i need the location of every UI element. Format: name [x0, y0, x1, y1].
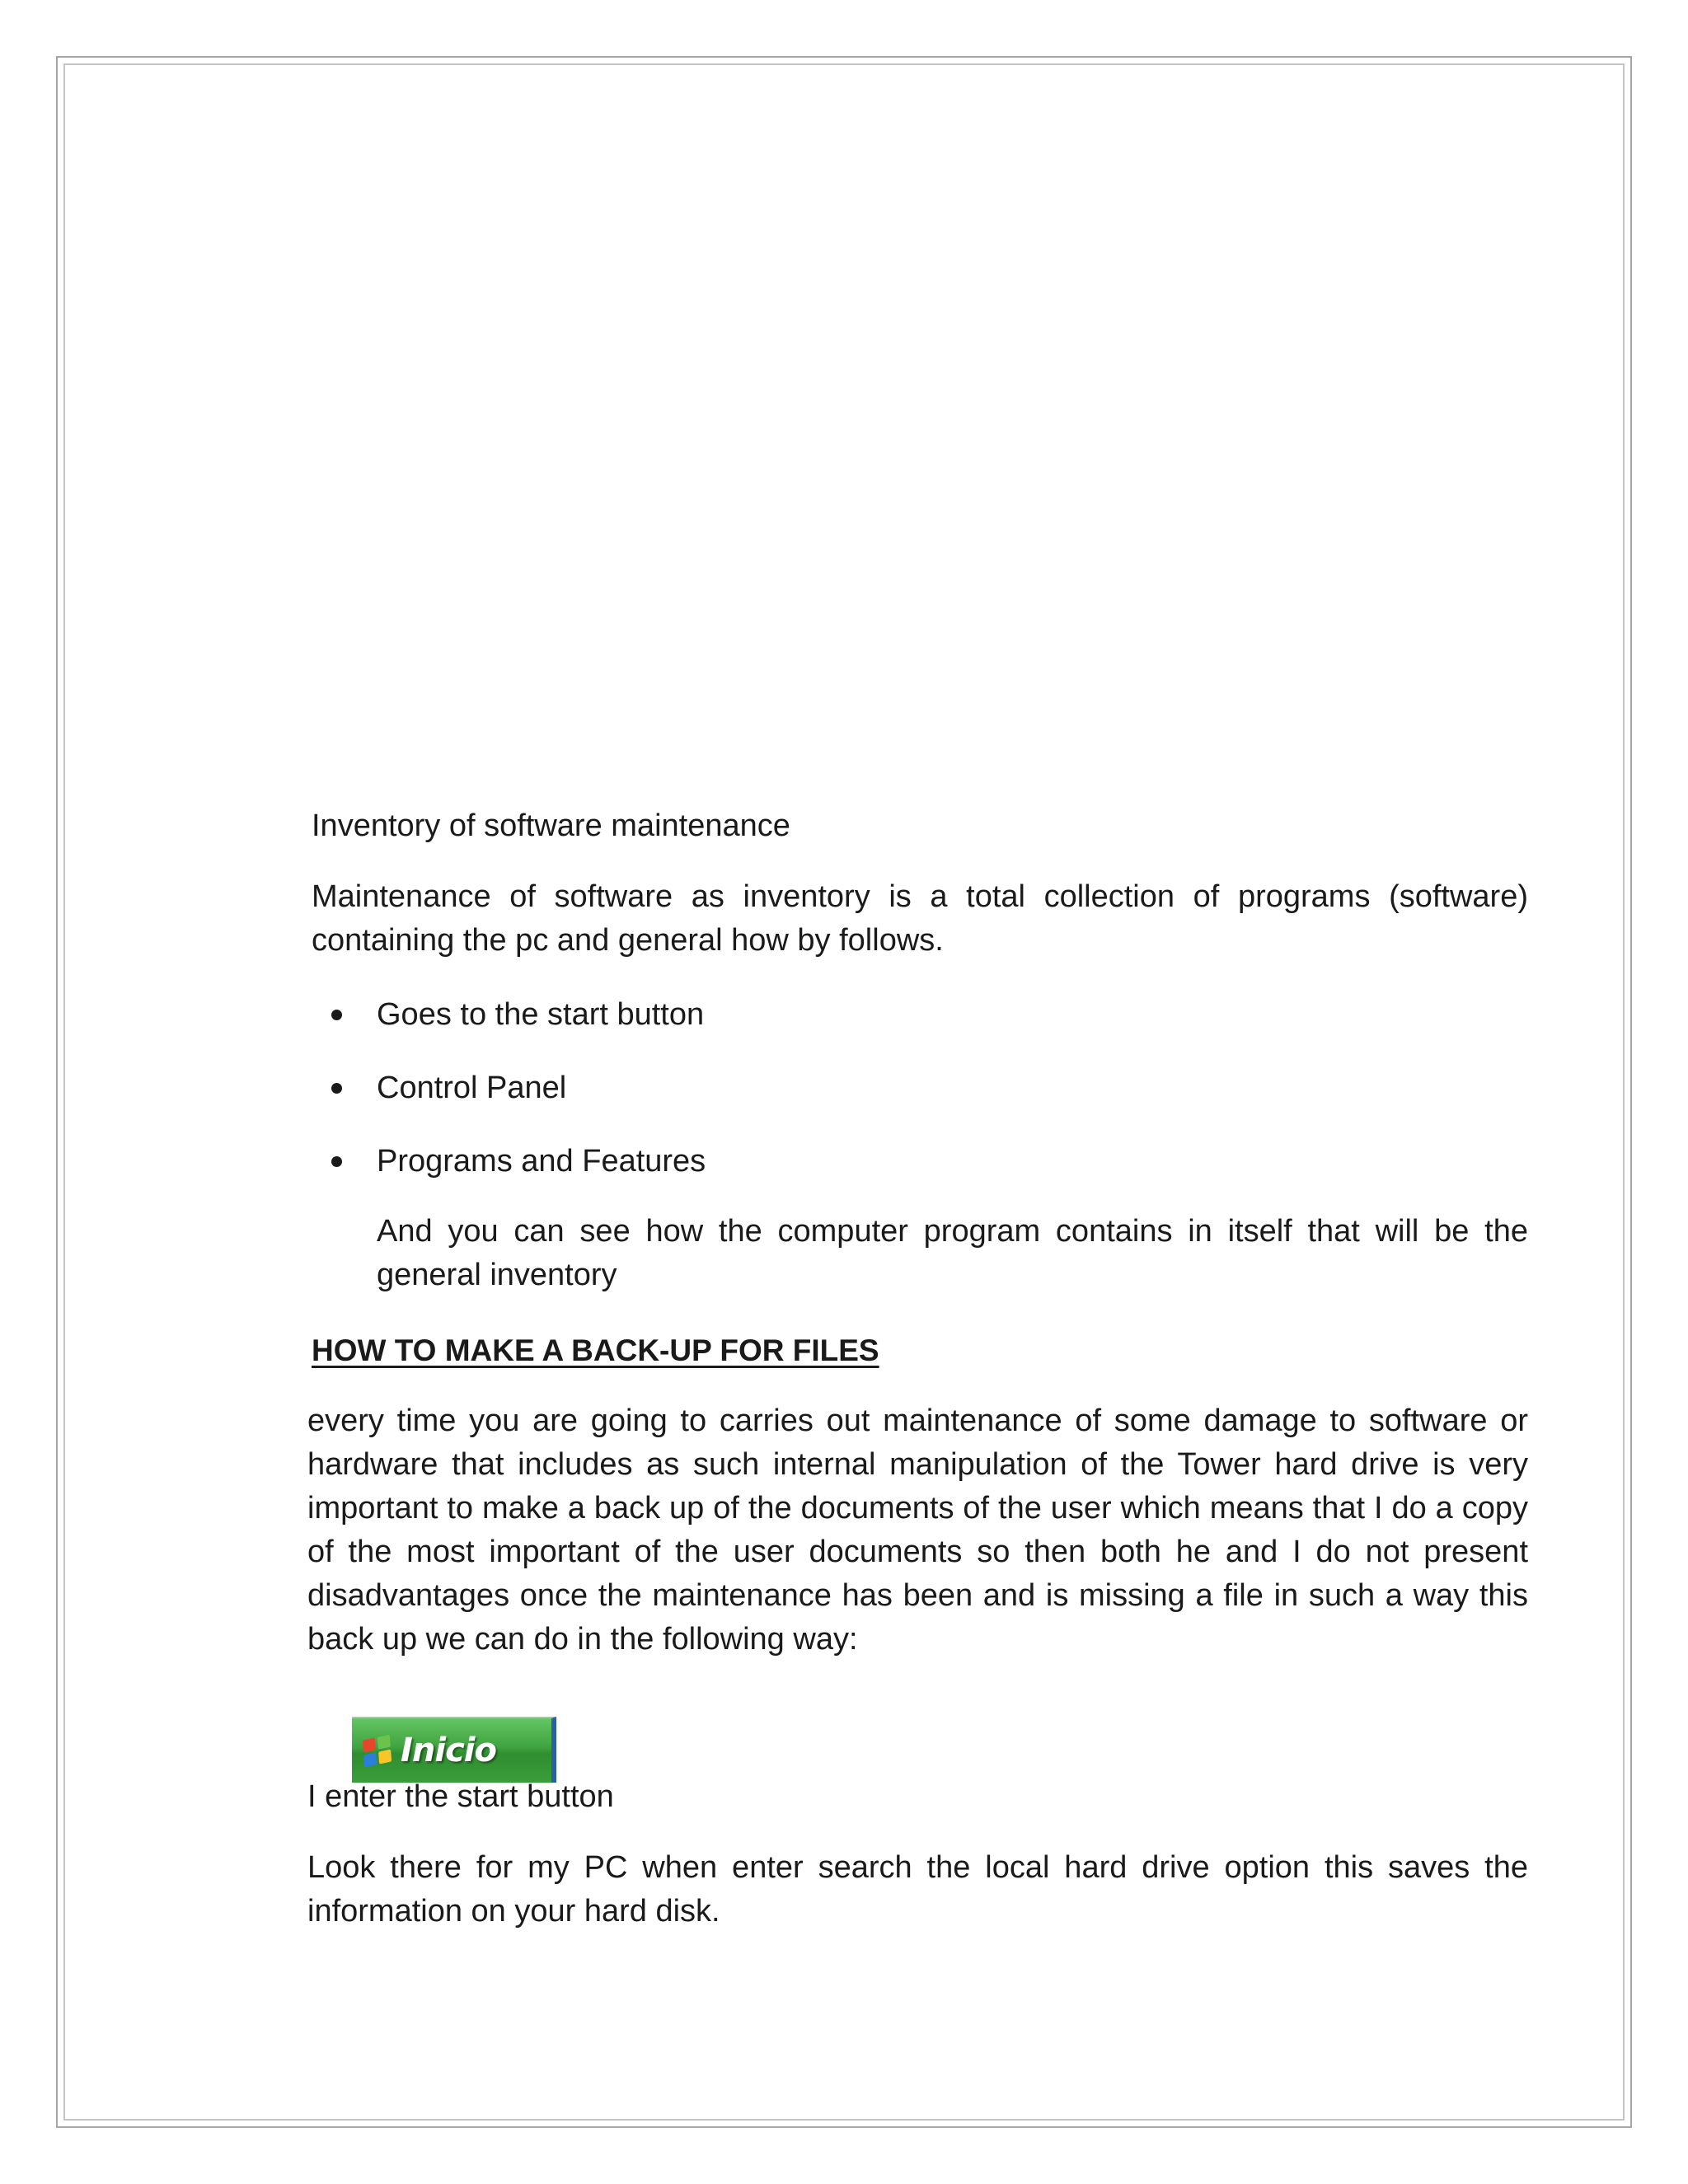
bullet-icon	[331, 1156, 342, 1167]
list-item-label: Programs and Features	[377, 1144, 706, 1179]
backup-paragraph: every time you are going to carries out maintenance of some damage to software or hardware that includes as such internal manipulation of the Tower hard drive is very important to make a back up of the documents of the user which means that I do a copy of the most important of the user documents so then both he and I do not present disadvantages once the maintenance has been and is missing a file in such a way this back up we can do in the following way:	[307, 1404, 1528, 1657]
start-button[interactable]	[352, 1717, 556, 1783]
list-item	[312, 993, 704, 1037]
backup-heading: HOW TO MAKE A BACK-UP FOR FILES	[312, 1333, 879, 1367]
bullet-icon	[331, 1010, 342, 1020]
section-title: Inventory of software maintenance	[312, 808, 790, 843]
windows-logo-icon	[363, 1734, 392, 1767]
bullet-icon	[331, 1083, 342, 1094]
steps-note: And you can see how the computer program contains in itself that will be the general inventory	[377, 1214, 1528, 1292]
list-item-label: Control Panel	[377, 1071, 567, 1105]
list-item	[312, 1066, 566, 1110]
list-item	[312, 1140, 706, 1183]
list-item-label: Goes to the start button	[377, 997, 705, 1032]
start-button-label: Inicio	[401, 1732, 496, 1769]
start-caption: I enter the start button	[307, 1779, 614, 1814]
intro-paragraph: Maintenance of software as inventory is a total collection of programs (software) containing the pc and general how by follows.	[312, 879, 1528, 958]
final-paragraph: Look there for my PC when enter search the local hard drive option this saves the information on your hard disk.	[307, 1850, 1528, 1929]
